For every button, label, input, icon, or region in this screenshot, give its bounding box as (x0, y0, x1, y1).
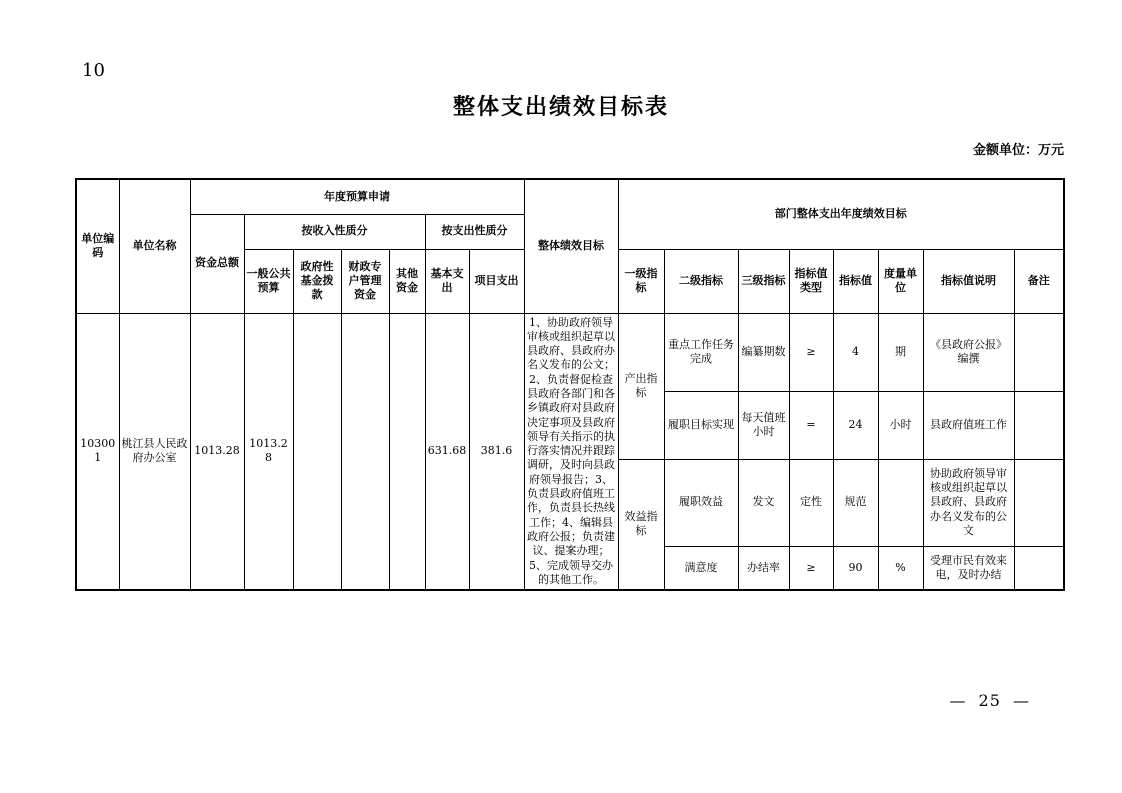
value-desc-cell: 《县政府公报》编撰 (923, 313, 1014, 391)
total-funds-header: 资金总额 (190, 214, 244, 313)
value-desc-cell: 县政府值班工作 (923, 391, 1014, 459)
overall-target-header: 整体绩效目标 (524, 179, 618, 313)
unit-name-header: 单位名称 (119, 179, 190, 313)
value-type-cell: ≥ (789, 546, 833, 590)
value-desc-cell: 受理市民有效来电，及时办结 (923, 546, 1014, 590)
level3-indicator-cell: 编纂期数 (738, 313, 789, 391)
value-cell: 90 (833, 546, 878, 590)
fiscal-account-header: 财政专户管理资金 (341, 249, 389, 313)
fiscal-account-cell (341, 313, 389, 590)
value-type-cell: 定性 (789, 459, 833, 546)
gov-fund-cell (293, 313, 341, 590)
basic-expenditure-header: 基本支出 (425, 249, 469, 313)
page-number-top: 10 (82, 60, 105, 81)
level2-indicator-cell: 满意度 (664, 546, 738, 590)
gov-fund-header: 政府性基金拨款 (293, 249, 341, 313)
level1-indicator-header: 一级指标 (618, 249, 664, 313)
remark-cell (1014, 459, 1064, 546)
amount-unit-note: 金额单位：万元 (972, 143, 1064, 158)
remark-cell (1014, 391, 1064, 459)
measure-unit-cell (878, 459, 923, 546)
value-cell: 4 (833, 313, 878, 391)
value-type-cell: ≥ (789, 313, 833, 391)
level3-indicator-cell: 办结率 (738, 546, 789, 590)
general-public-budget-header: 一般公共预算 (244, 249, 293, 313)
document-title: 整体支出绩效目标表 (452, 94, 669, 120)
level3-indicator-cell: 每天值班小时 (738, 391, 789, 459)
measure-unit-cell: 小时 (878, 391, 923, 459)
other-funds-header: 其他资金 (389, 249, 425, 313)
overall-target-cell: 1、协助政府领导审核或组织起草以县政府、县政府办名义发布的公文；2、负责督促检查县政府各部门和各乡镇政府对县政府决定事项及县政府领导有关指示的执行落实情况并跟踪调研，及时向县政府领导报告；3、负责县政府值班工作，负责县长热线工作；4、编辑县政府公报；负责建议、提案办理；5、完成领导交办的其他工作。 (524, 313, 618, 590)
remarks-header: 备注 (1014, 249, 1064, 313)
measure-unit-cell: 期 (878, 313, 923, 391)
general-public-budget-cell: 1013.28 (244, 313, 293, 590)
level2-indicator-cell: 重点工作任务完成 (664, 313, 738, 391)
performance-target-table (75, 178, 1065, 591)
unit-code-header: 单位编码 (76, 179, 119, 313)
value-cell: 规范 (833, 459, 878, 546)
value-type-cell: = (789, 391, 833, 459)
project-expenditure-header: 项目支出 (469, 249, 524, 313)
remark-cell (1014, 546, 1064, 590)
level2-indicator-cell: 履职目标实现 (664, 391, 738, 459)
unit-name-cell: 桃江县人民政府办公室 (119, 313, 190, 590)
total-funds-cell: 1013.28 (190, 313, 244, 590)
level3-indicator-header: 三级指标 (738, 249, 789, 313)
project-expenditure-cell: 381.6 (469, 313, 524, 590)
dept-annual-targets-header: 部门整体支出年度绩效目标 (618, 179, 1064, 249)
value-desc-cell: 协助政府领导审核或组织起草以县政府、县政府办名义发布的公文 (923, 459, 1014, 546)
basic-expenditure-cell: 631.68 (425, 313, 469, 590)
level1-indicator-cell: 效益指标 (618, 459, 664, 590)
remark-cell (1014, 313, 1064, 391)
measure-unit-header: 度量单位 (878, 249, 923, 313)
annual-budget-header: 年度预算申请 (190, 179, 524, 214)
value-cell: 24 (833, 391, 878, 459)
measure-unit-cell: % (878, 546, 923, 590)
other-funds-cell (389, 313, 425, 590)
level1-indicator-cell: 产出指标 (618, 313, 664, 459)
by-expenditure-header: 按支出性质分 (425, 214, 524, 249)
by-income-header: 按收入性质分 (244, 214, 425, 249)
level3-indicator-cell: 发文 (738, 459, 789, 546)
level2-indicator-cell: 履职效益 (664, 459, 738, 546)
value-header: 指标值 (833, 249, 878, 313)
unit-code-cell: 103001 (76, 313, 119, 590)
value-type-header: 指标值类型 (789, 249, 833, 313)
level2-indicator-header: 二级指标 (664, 249, 738, 313)
page-footer-number: — 25 — (949, 691, 1030, 710)
value-desc-header: 指标值说明 (923, 249, 1014, 313)
